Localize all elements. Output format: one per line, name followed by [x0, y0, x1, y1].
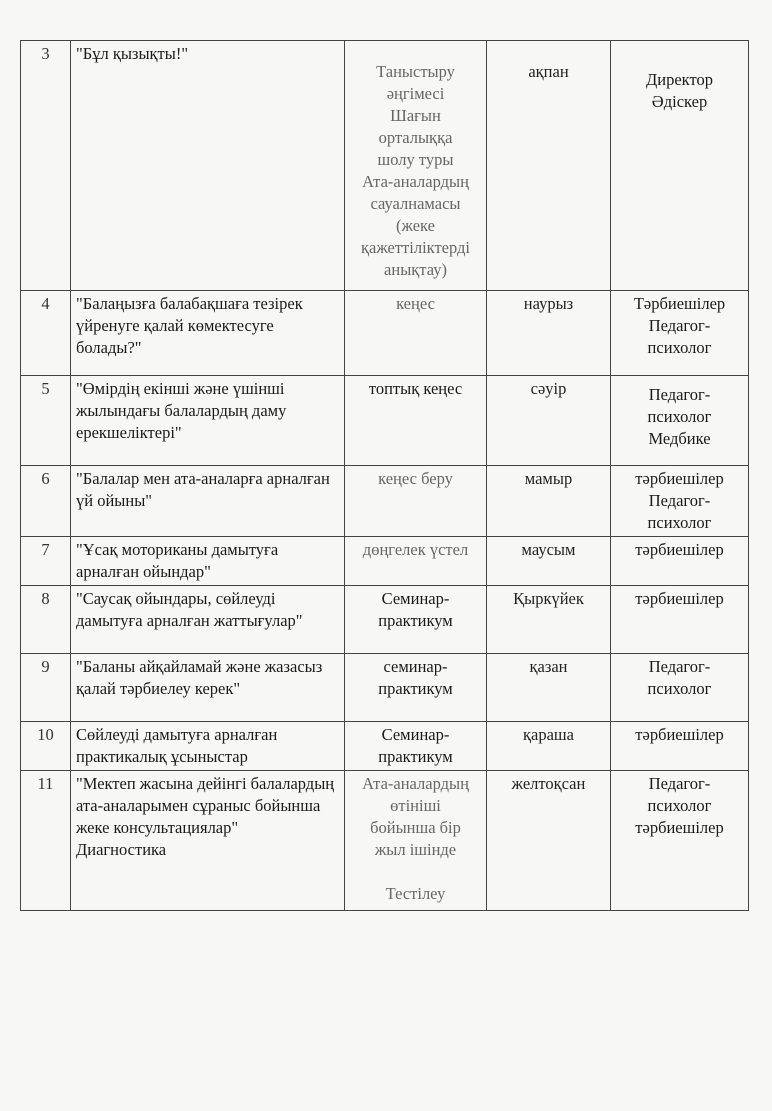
event-responsible: тәрбиешілер — [611, 722, 749, 771]
event-topic: "Саусақ ойындары, сөйлеуді дамытуға арналған жаттығулар" — [71, 586, 345, 654]
table-row — [21, 654, 749, 722]
event-date: қараша — [487, 722, 611, 771]
event-form: Семинар- практикум — [345, 586, 487, 654]
event-responsible: Директор Әдіскер — [611, 41, 749, 291]
table-row — [21, 41, 749, 291]
event-form: дөңгелек үстел — [345, 537, 487, 586]
row-number: 7 — [21, 537, 71, 586]
table-row — [21, 466, 749, 537]
event-date: ақпан — [487, 41, 611, 291]
event-form: Таныстыру әңгімесі Шағын орталыққа шолу туры Ата-аналардың сауалнамасы (жеке қажеттіліктерді анықтау) — [345, 41, 487, 291]
event-date: қазан — [487, 654, 611, 722]
event-topic: "Баланы айқайламай және жазасыз қалай тәрбиелеу керек" — [71, 654, 345, 722]
event-form-extra: Тестілеу — [385, 884, 446, 903]
table-row — [21, 537, 749, 586]
table-row — [21, 586, 749, 654]
event-topic: "Балаңызға балабақшаға тезірек үйренуге қалай көмектесуге болады?" — [71, 291, 345, 376]
event-date: мамыр — [487, 466, 611, 537]
event-topic: Сөйлеуді дамытуға арналған практикалық ұсыныстар — [71, 722, 345, 771]
event-responsible: тәрбиешілер — [611, 586, 749, 654]
table-row — [21, 291, 749, 376]
event-date: сәуір — [487, 376, 611, 466]
event-topic: "Ұсақ моториканы дамытуға арналған ойындар" — [71, 537, 345, 586]
event-form: топтық кеңес — [345, 376, 487, 466]
event-topic: "Мектеп жасына дейінгі балалардың ата-аналарымен сұраныс бойынша жеке консультациялар" Диагностика — [71, 771, 345, 911]
event-responsible: Педагог- психолог тәрбиешілер — [611, 771, 749, 911]
row-number: 6 — [21, 466, 71, 537]
row-number: 8 — [21, 586, 71, 654]
event-responsible: тәрбиешілер Педагог- психолог — [611, 466, 749, 537]
event-form: Семинар- практикум — [345, 722, 487, 771]
event-topic: "Балалар мен ата-аналарға арналған үй ойыны" — [71, 466, 345, 537]
table-row — [21, 376, 749, 466]
event-date: маусым — [487, 537, 611, 586]
table-row — [21, 771, 749, 911]
event-topic: "Өмірдің екінші және үшінші жылындағы балалардың даму ерекшеліктері" — [71, 376, 345, 466]
event-topic: "Бұл қызықты!" — [71, 41, 345, 291]
event-responsible: Тәрбиешілер Педагог- психолог — [611, 291, 749, 376]
event-responsible: Педагог- психолог — [611, 654, 749, 722]
table-row — [21, 722, 749, 771]
event-responsible: тәрбиешілер — [611, 537, 749, 586]
event-topic-extra: Диагностика — [76, 840, 167, 859]
events-plan-table — [20, 40, 749, 911]
row-number: 4 — [21, 291, 71, 376]
event-date: желтоқсан — [487, 771, 611, 911]
row-number: 11 — [21, 771, 71, 911]
event-form: Ата-аналардың өтініші бойынша бір жыл ішінде Тестілеу — [345, 771, 487, 911]
row-number: 3 — [21, 41, 71, 291]
event-form: кеңес — [345, 291, 487, 376]
row-number: 9 — [21, 654, 71, 722]
event-date: Қыркүйек — [487, 586, 611, 654]
event-form: семинар- практикум — [345, 654, 487, 722]
event-form: кеңес беру — [345, 466, 487, 537]
event-responsible: Педагог- психолог Медбике — [611, 376, 749, 466]
row-number: 10 — [21, 722, 71, 771]
row-number: 5 — [21, 376, 71, 466]
event-date: наурыз — [487, 291, 611, 376]
